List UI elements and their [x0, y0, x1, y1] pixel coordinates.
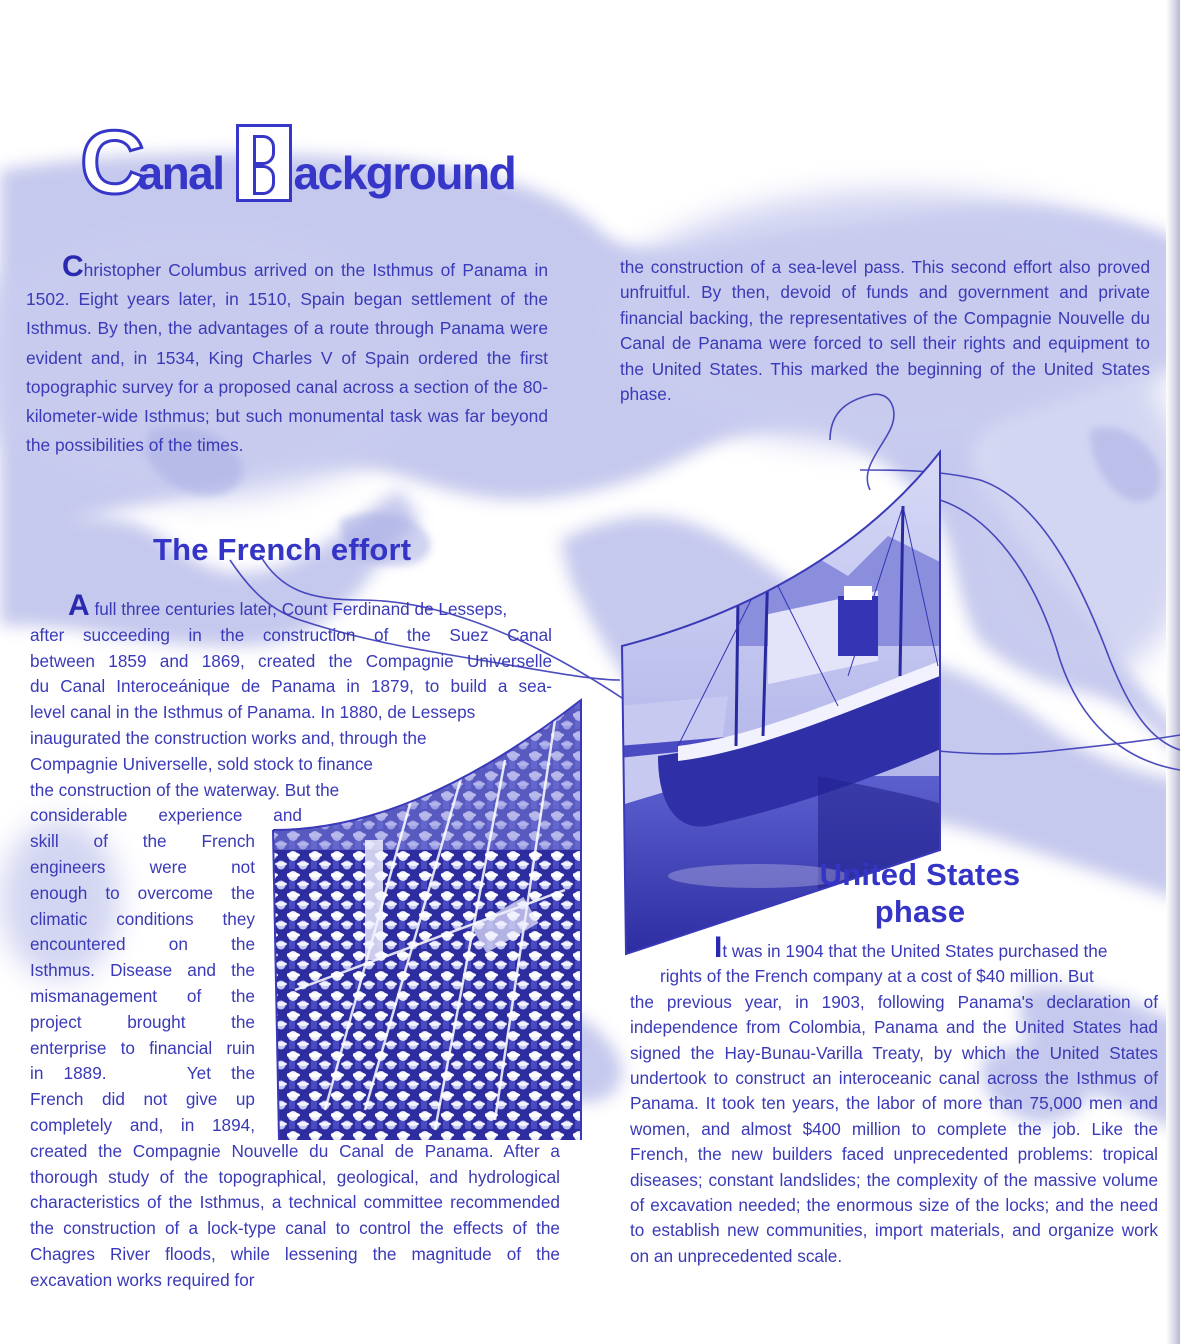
us-heading-line-1: United States — [819, 857, 1021, 892]
french-line-8: the construction of the waterway. But the — [30, 779, 340, 800]
french-line-1 — [30, 589, 552, 623]
french-narrow-line: in 1889. Yet the — [30, 1063, 255, 1084]
us-drop-cap: I — [714, 931, 723, 964]
french-line-4: du Canal Interoceánique de Panama in 1879, to build a sea- — [30, 676, 552, 697]
continued-text: the construction of a sea-level pass. This second effort also proved unfruitful. By then, devoid of funds and government and private financial backing, the representatives of the Compagnie Nouvelle du Canal de Panama were forced to sell their rights and equipment to the United States. This marked the beginning of the United States phase. — [620, 257, 1150, 405]
us-line-1 — [630, 931, 1158, 964]
page-title — [80, 112, 516, 213]
us-text: the previous year, in 1903, following Panama's declaration of independence from Colombia, Panama and the United States had signed the Hay-Bunau-Varilla Treaty, by which the United States undertook to construct an interoceanic canal across the Isthmus of Panama. It took ten years, the labor of more than 75,000 men and women, and almost $400 million to complete the job. Like the French, the new builders faced unprecedented problems: tropical diseases; constant landslides; the complexity of the massive volume of excavation needed; the enormous size of the locks; and the need to establish new communities, import materials, and organize work on an unprecedented scale. — [630, 991, 1158, 1266]
french-narrow-line: enterprise to financial ruin — [30, 1037, 255, 1058]
title-word-ackground: ackground — [293, 147, 516, 199]
page-edge-shadow — [1166, 0, 1180, 1344]
french-narrow-line: French did not give up — [30, 1089, 255, 1110]
french-narrow-line: Isthmus. Disease and the — [30, 960, 255, 981]
french-narrow-line: enough to overcome the — [30, 882, 255, 903]
french-narrow-line: engineers were not — [30, 856, 255, 877]
french-narrow-line: skill of the French — [30, 831, 255, 852]
french-narrow-line: mismanagement of the — [30, 985, 255, 1006]
french-tail: created the Compagnie Nouvelle du Canal de Panama. After a thorough study of the topographical, geological, and hydrological characteristics of the Isthmus, a technical committee recommended the construction of a lock-type canal to control the effects of the Chagres River floods, while lessening the magnitude of the excavation works required for — [30, 1140, 560, 1290]
french-line-9: considerable experience and — [30, 805, 302, 826]
title-initial-c: C — [80, 113, 144, 213]
us-heading-line-2: phase — [874, 894, 966, 929]
french-line-7: Compagnie Universelle, sold stock to finance — [30, 753, 373, 774]
us-line-2: rights of the French company at a cost of $40 million. But — [660, 966, 1094, 987]
continued-paragraph — [620, 255, 1150, 407]
us-line-1-text: t was in 1904 that the United States purchased the — [722, 941, 1108, 961]
french-drop-cap: A — [68, 589, 90, 622]
intro-paragraph — [26, 250, 548, 460]
french-line-3: between 1859 and 1869, created the Compagnie Universelle — [30, 650, 552, 671]
french-line-2: after succeeding in the construction of the Suez Canal — [30, 624, 552, 645]
french-narrow-line: encountered on the — [30, 934, 255, 955]
title-word-anal: anal — [137, 147, 224, 199]
intro-text: hristopher Columbus arrived on the Isthmus of Panama in 1502. Eight years later, in 1510, Spain began settlement of the Isthmus. By then, the advantages of a route through Panama were evident and, in 1534, King Charles V of Spain ordered the first topographic survey for a proposed canal across a section of the 80-kilometer-wide Isthmus; but such monumental task was far beyond the possibilities of the times. — [26, 260, 548, 456]
french-narrow-line: project brought the — [30, 1011, 255, 1032]
french-narrow-line: completely and, in 1894, — [30, 1114, 255, 1135]
french-line-5: level canal in the Isthmus of Panama. In 1880, de Lesseps — [30, 702, 476, 723]
french-effort-heading: The French effort — [153, 532, 412, 567]
intro-drop-cap: C — [62, 250, 84, 283]
us-phase-heading — [780, 856, 1060, 930]
french-narrow-lines — [30, 829, 255, 1139]
french-paragraph — [30, 589, 560, 1294]
title-initial-b — [236, 124, 292, 202]
french-line-6: inaugurated the construction works and, through the — [30, 727, 427, 748]
french-narrow-line: climatic conditions they — [30, 908, 255, 929]
french-line-1-text: full three centuries later, Count Ferdinand de Lesseps, — [89, 599, 508, 619]
us-paragraph — [630, 931, 1158, 1269]
